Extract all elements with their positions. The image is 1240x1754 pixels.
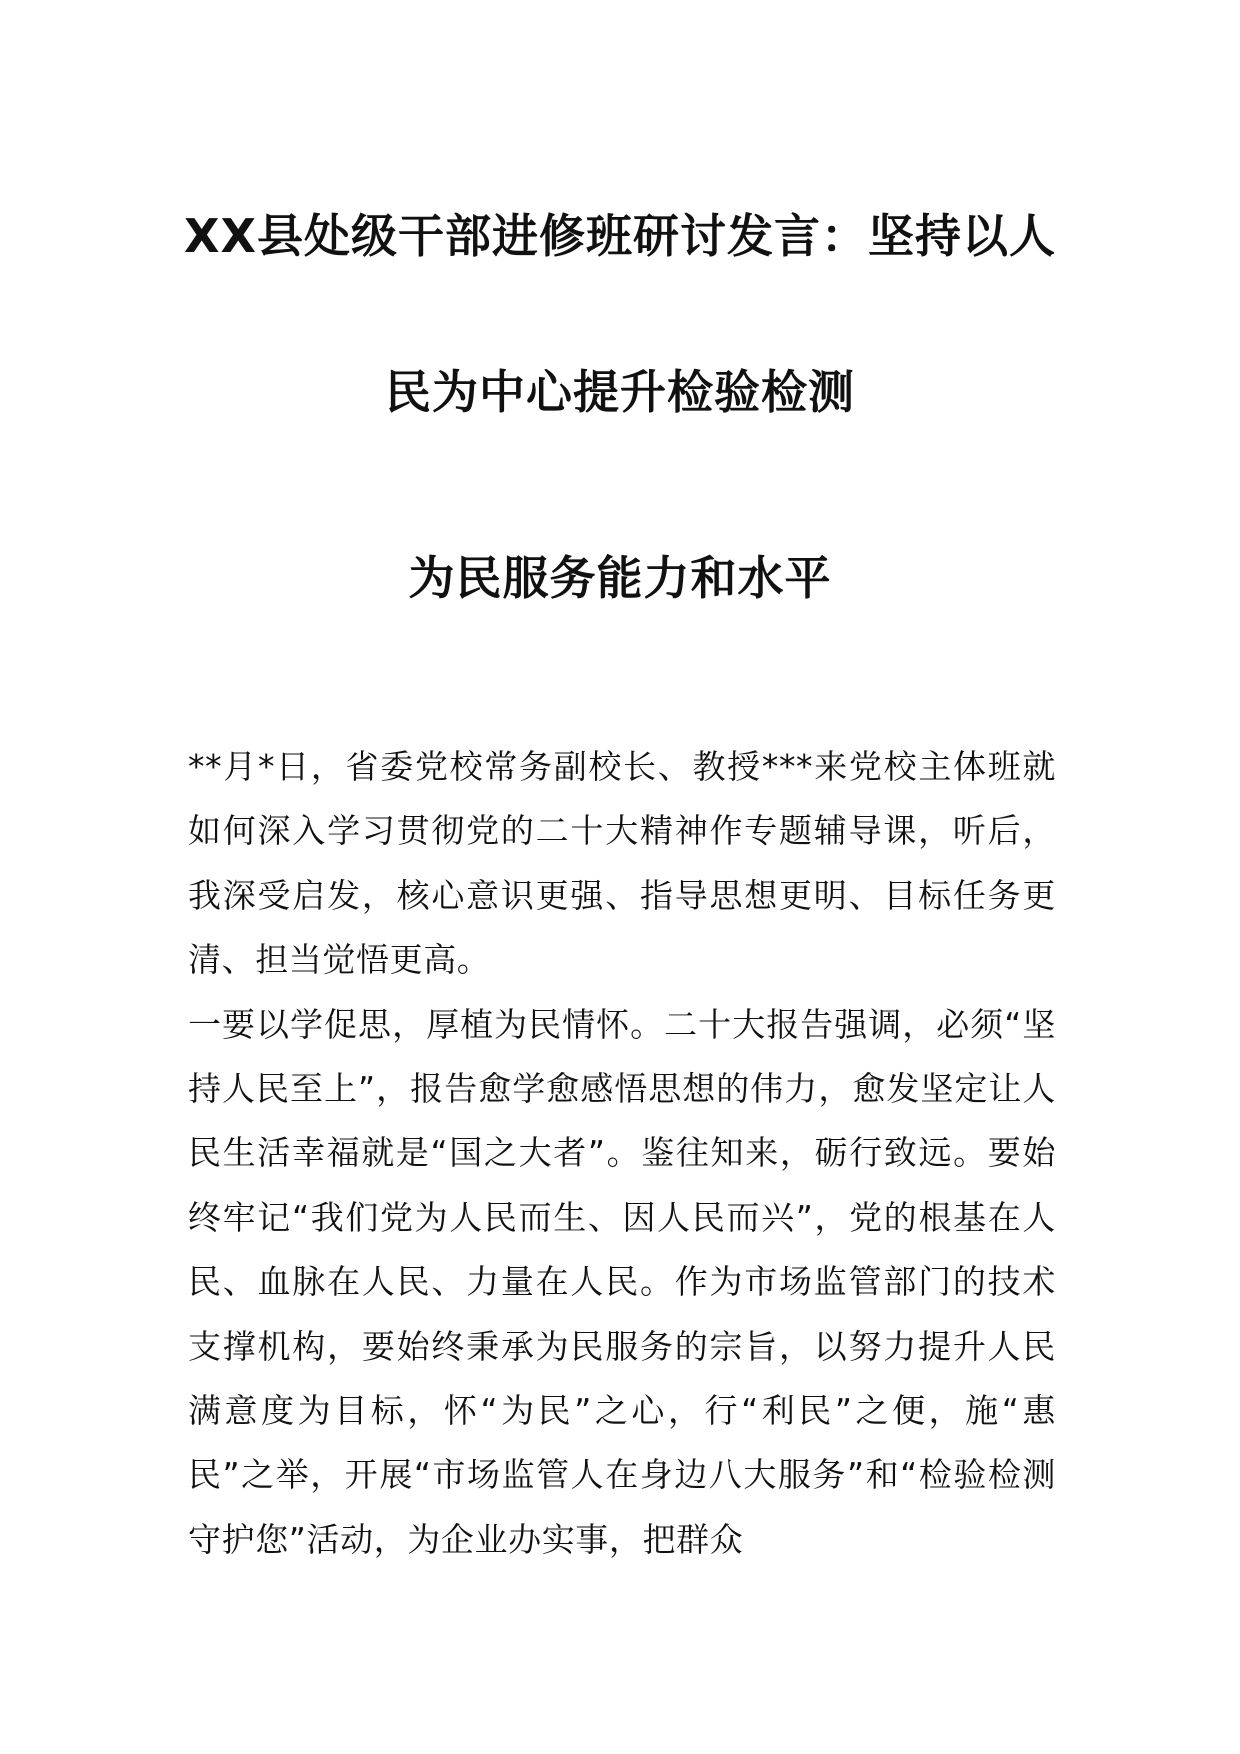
title-line-2: 民为中心提升检验检测 bbox=[385, 365, 855, 419]
title-line-3: 为民服务能力和水平 bbox=[408, 551, 832, 605]
paragraph-2: 一要以学促思，厚植为民情怀。二十大报告强调，必须“坚持人民至上”，报告愈学愈感悟思想的伟力，愈发坚定让人民生活幸福就是“国之大者”。鉴往知来，砺行致远。要始终牢记“我们党为人民而生、因人民而兴”，党的根基在人民、血脉在人民、力量在人民。作为市场监管部门的技术支撑机构，要始终秉承为民服务的宗旨，以努力提升人民满意度为目标，怀“为民”之心，行“利民”之便，施“惠民”之举，开展“市场监管人在身边八大服务”和“检验检测守护您”活动，为企业办实事，把群众 bbox=[188, 1004, 1056, 1559]
paragraph-1: **月*日，省委党校常务副校长、教授***来党校主体班就如何深入学习贯彻党的二十大精神作专题辅导课，听后，我深受启发，核心意识更强、指导思想更明、目标任务更清、担当觉悟更高。 bbox=[188, 747, 1056, 980]
document-body bbox=[188, 735, 1056, 1572]
title-line-1: XX县处级干部进修班研讨发言：坚持以人 bbox=[184, 209, 1056, 263]
